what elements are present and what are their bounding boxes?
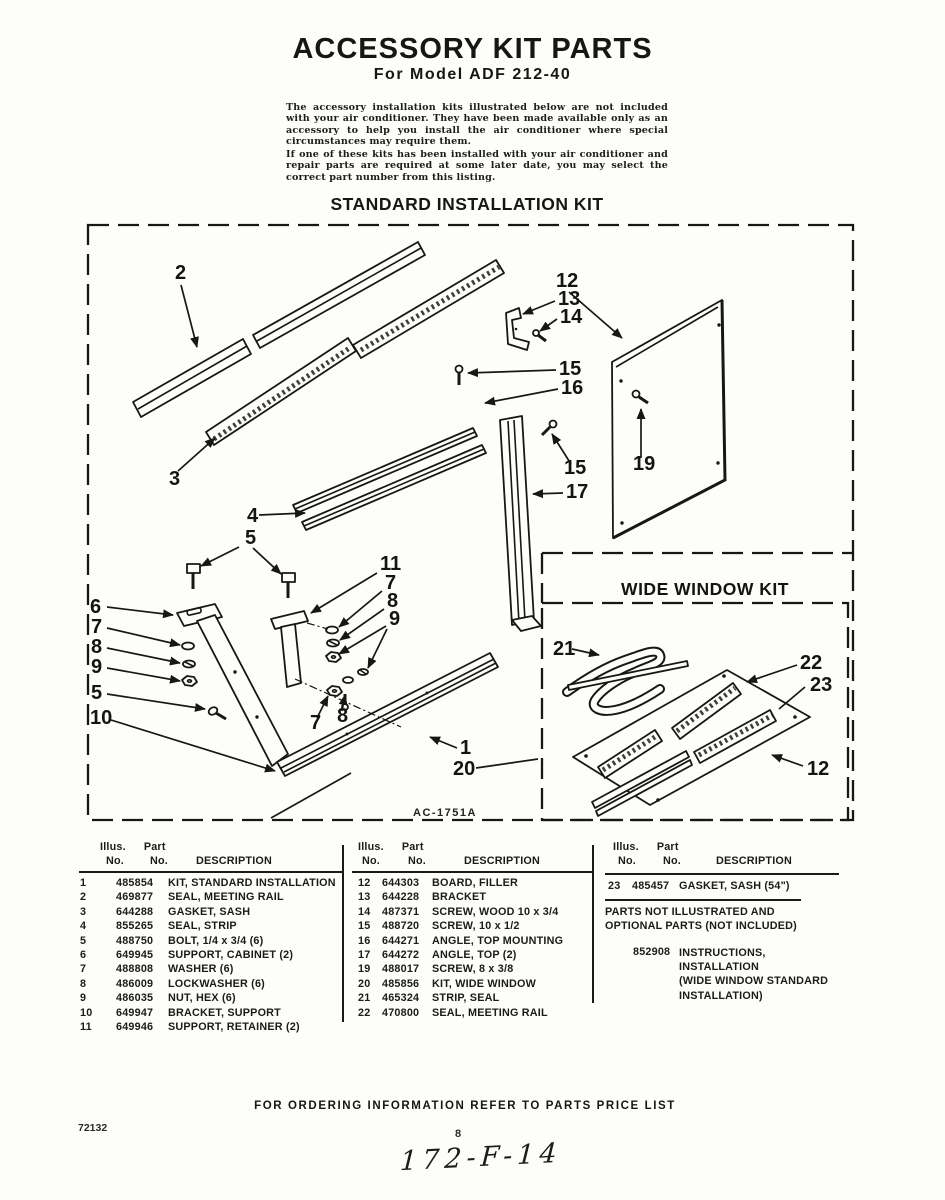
callout-leader-8 — [107, 648, 180, 663]
page-number: 8 — [455, 1128, 462, 1140]
parts-table-row: 6 649945 SUPPORT, CABINET (2) — [80, 949, 294, 962]
parts-table-row: 13 644228 BRACKET — [358, 891, 487, 904]
support-bracket-rail-part — [271, 653, 498, 818]
callout-label-10: 10 — [90, 707, 113, 729]
callout-leader-3 — [178, 438, 215, 471]
callout-label-12: 12 — [556, 270, 579, 292]
parts-table-row: 2 469877 SEAL, MEETING RAIL — [80, 891, 284, 904]
angle-top-mounting-part — [293, 428, 486, 530]
parts-table-row: 10 649947 BRACKET, SUPPORT — [80, 1006, 281, 1019]
parts-table-row: 8 486009 LOCKWASHER (6) — [80, 977, 265, 990]
ordering-note: FOR ORDERING INFORMATION REFER TO PARTS PRICE LIST — [254, 1100, 676, 1112]
parts-not-illustrated-note: PARTS NOT ILLUSTRATED AND OPTIONAL PARTS (NOT INCLUDED) — [605, 906, 797, 933]
centerline — [307, 623, 328, 629]
callout-leader-17 — [533, 493, 563, 494]
callout-label-19: 19 — [633, 453, 656, 475]
callout-leader-23 — [779, 687, 805, 709]
doc-number: 72132 — [78, 1122, 108, 1134]
callout-leader-21 — [572, 649, 599, 655]
callout-leader-1 — [430, 737, 457, 748]
parts-table-row: 17 644272 ANGLE, TOP (2) — [358, 949, 517, 962]
parts-table-row: 5 488750 BOLT, 1/4 x 3/4 (6) — [80, 934, 264, 947]
table-divider — [342, 845, 344, 1022]
wood-screw-part — [533, 330, 546, 341]
parts-table-row: 19 488017 SCREW, 8 x 3/8 — [358, 963, 514, 976]
parts-table-row: 15 488720 SCREW, 10 x 1/2 — [358, 920, 520, 933]
callout-label-7: 7 — [310, 712, 322, 734]
callout-leader-12 — [772, 755, 803, 766]
parts-table-row: 22 470800 SEAL, MEETING RAIL — [358, 1006, 548, 1019]
callout-leader-5 — [107, 694, 205, 709]
figure-code: AC-1751A — [413, 807, 477, 819]
callout-leader-7 — [339, 591, 382, 627]
callout-leader-13 — [523, 301, 555, 314]
callout-label-11: 11 — [380, 553, 402, 575]
callout-leader-9 — [107, 668, 180, 681]
callout-leader-7 — [107, 628, 180, 645]
callout-leader-15 — [468, 370, 556, 373]
callout-label-2: 2 — [175, 262, 187, 284]
intro-paragraph-1: The accessory installation kits illustrated below are not included with your air conditioner. They have been made available only as an accessory to help you install the air conditioner where special circumstances may require them. — [286, 101, 668, 148]
filler-board-part — [612, 300, 725, 538]
parts-table-row: 23 485457 GASKET, SASH (54") — [608, 880, 790, 892]
callout-label-5: 5 — [245, 527, 257, 549]
callout-leader-10 — [111, 720, 275, 771]
parts-table-row: 3 644288 GASKET, SASH — [80, 905, 251, 918]
callout-label-17: 17 — [566, 481, 589, 503]
callout-label-16: 16 — [561, 377, 584, 399]
callout-leader-2 — [181, 285, 197, 347]
callout-label-9: 9 — [389, 608, 401, 630]
callout-leader-14 — [540, 319, 557, 331]
intro-paragraph-2: If one of these kits has been installed with your air conditioner and repair parts are required at some later date, you may select the correct part number from this listing. — [286, 148, 668, 183]
parts-table-row: 11 649946 SUPPORT, RETAINER (2) — [80, 1021, 300, 1034]
optional-part-number: 852908 — [633, 946, 671, 958]
callout-label-8: 8 — [387, 590, 399, 612]
callout-leader-5 — [201, 547, 239, 566]
callout-label-5: 5 — [91, 682, 103, 704]
exploded-parts-diagram — [85, 217, 860, 837]
callout-label-8: 8 — [91, 636, 103, 658]
callout-leader-6 — [107, 607, 173, 615]
callout-label-15: 15 — [564, 457, 587, 479]
callout-leader-9 — [339, 626, 386, 654]
callout-label-7: 7 — [385, 572, 397, 594]
support-retainer-part — [271, 611, 308, 687]
table-header: Illus. Part No. No. DESCRIPTION — [613, 841, 792, 867]
parts-table-row: 7 488808 WASHER (6) — [80, 963, 234, 976]
callout-label-20: 20 — [453, 758, 476, 780]
page-title: ACCESSORY KIT PARTS — [292, 33, 653, 65]
table-header: Illus. Part No. No. DESCRIPTION — [358, 841, 540, 867]
parts-table-row: 12 644303 BOARD, FILLER — [358, 877, 518, 889]
callout-label-14: 14 — [560, 306, 583, 328]
inset-title: WIDE WINDOW KIT — [621, 579, 789, 599]
callout-label-13: 13 — [558, 288, 581, 310]
callout-leader-16 — [485, 389, 558, 403]
table-header: Illus. Part No. No. DESCRIPTION — [100, 841, 272, 867]
callout-label-3: 3 — [169, 468, 181, 490]
parts-table-row: 20 485856 KIT, WIDE WINDOW — [358, 977, 536, 990]
callout-leader-5 — [253, 548, 281, 574]
angle-top-part — [500, 416, 541, 631]
callout-label-22: 22 — [800, 652, 823, 674]
callout-label-8: 8 — [337, 705, 349, 727]
optional-part-row — [633, 946, 828, 1003]
parts-table-row: 21 465324 STRIP, SEAL — [358, 992, 500, 1005]
callout-leader-8 — [340, 609, 384, 640]
callout-leader-11 — [311, 573, 377, 613]
table-divider — [592, 845, 594, 1003]
callout-leader-4 — [259, 513, 305, 515]
callout-label-23: 23 — [810, 674, 833, 696]
callout-label-1: 1 — [460, 737, 472, 759]
parts-table-row: 1 485854 KIT, STANDARD INSTALLATION — [80, 877, 336, 889]
callout-label-12: 12 — [807, 758, 830, 780]
callout-label-4: 4 — [247, 505, 259, 527]
parts-table-row: 4 855265 SEAL, STRIP — [80, 920, 237, 933]
callout-leader-22 — [747, 665, 797, 682]
parts-table-row: 14 487371 SCREW, WOOD 10 x 3/4 — [358, 905, 559, 918]
page-subtitle: For Model ADF 212-40 — [373, 66, 572, 83]
callout-label-7: 7 — [91, 616, 103, 638]
callout-label-9: 9 — [91, 656, 103, 678]
optional-part-description: INSTRUCTIONS, INSTALLATION (WIDE WINDOW STANDARD INSTALLATION) — [679, 947, 829, 1002]
callout-leader-20 — [476, 759, 538, 768]
callout-label-21: 21 — [553, 638, 576, 660]
parts-table-row: 16 644271 ANGLE, TOP MOUNTING — [358, 934, 564, 947]
parts-table-row: 9 486035 NUT, HEX (6) — [80, 992, 236, 1005]
handwritten-note: 172-F-14 — [399, 1137, 563, 1178]
callout-label-6: 6 — [90, 596, 102, 618]
callout-label-15: 15 — [559, 358, 582, 380]
bracket-part — [506, 308, 529, 350]
section-title: STANDARD INSTALLATION KIT — [330, 194, 604, 214]
